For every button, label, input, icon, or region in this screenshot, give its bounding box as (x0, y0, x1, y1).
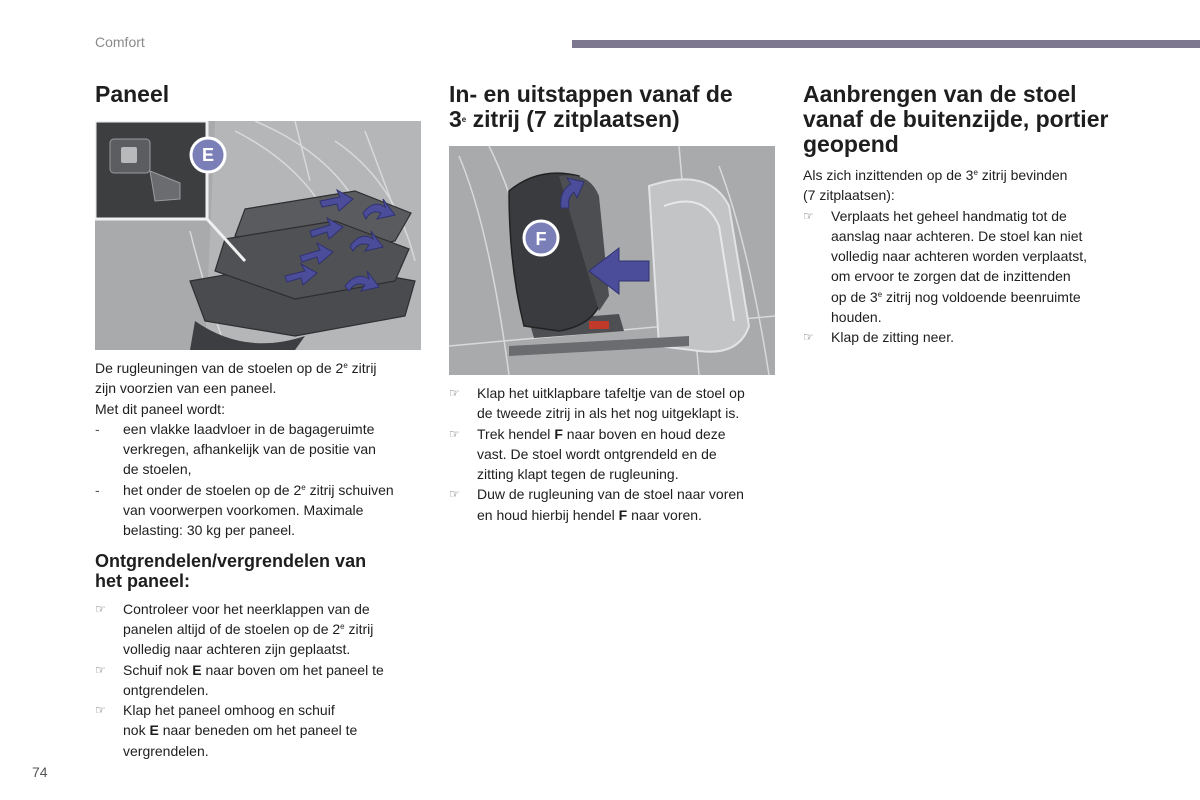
unlock-subtitle: Ontgrendelen/vergrendelen van het paneel: (95, 550, 367, 591)
list-item: ☞ Controleer voor het neerklappen van de panelen altijd of de stoelen op de 2e zitrij volledig naar achteren zijn geplaatst. (95, 600, 374, 658)
install-title: Aanbrengen van de stoel vanaf de buitenzijde, portier geopend (803, 81, 1109, 157)
list-item: ☞ Klap de zitting neer. (803, 327, 1143, 347)
label-f: F (535, 229, 547, 249)
section-label: Comfort (95, 34, 145, 50)
pointing-hand-icon: ☞ (95, 662, 106, 677)
pointing-hand-icon: ☞ (449, 487, 460, 502)
list-item: ☞ Klap het uitklapbare tafeltje van de stoel op de tweede zitrij in als het nog uitgeklapt is. (449, 385, 745, 422)
pointing-hand-icon: ☞ (803, 208, 814, 223)
list-item: ☞ Trek hendel F naar boven en houd deze vast. De stoel wordt ontgrendeld en de zitting klapt tegen de rugleuning. (449, 425, 726, 483)
install-steps (803, 206, 1143, 348)
seat-panel-drawing (95, 121, 421, 350)
exit-title: In- en uitstappen vanaf de 3e zitrij (7 zitplaatsen) (449, 81, 733, 132)
header-accent-bar (572, 40, 1200, 48)
list-item: ☞ Klap het paneel omhoog en schuif nok E naar beneden om het paneel te vergrendelen. (95, 702, 358, 759)
pointing-hand-icon: ☞ (95, 601, 106, 616)
panel-illustration (95, 121, 421, 350)
pointing-hand-icon: ☞ (449, 386, 460, 400)
unlock-steps (95, 599, 425, 761)
page-number: 74 (32, 764, 48, 780)
list-item: ☞ Schuif nok E naar boven om het paneel te ontgrendelen. (95, 661, 384, 698)
column-panel (95, 82, 425, 761)
install-intro (803, 165, 1143, 206)
text-line: (7 zitplaatsen): (803, 187, 895, 204)
label-e: E (201, 145, 215, 165)
column-install-seat (803, 82, 1143, 348)
text-line: Als zich inzittenden op de 3e zitrij bevinden (803, 167, 1068, 183)
panel-dash-list (95, 419, 425, 541)
pointing-hand-icon: ☞ (803, 330, 814, 345)
text-line: Met dit paneel wordt: (95, 400, 225, 417)
exit-steps (449, 383, 779, 525)
list-item: ☞ Duw de rugleuning van de stoel naar voren en houd hierbij hendel F naar voren. (449, 486, 744, 523)
pointing-hand-icon: ☞ (449, 426, 460, 441)
list-item: ☞ Verplaats het geheel handmatig tot de aanslag naar achteren. De stoel kan niet volledig naar achteren worden verplaatst, om ervoor te zorgen dat de inzittenden op de 3e zitrij nog voldoende beenruimte houden. (803, 207, 1088, 326)
column-exit-third-row (449, 82, 779, 525)
text-line: zijn voorzien van een paneel. (95, 380, 277, 397)
text-line: De rugleuningen van de stoelen op de 2e zitrij (95, 360, 377, 376)
list-item: - een vlakke laadvloer in de bagageruimte verkregen, afhankelijk van de positie van de stoelen, (95, 420, 376, 478)
list-item: - het onder de stoelen op de 2e zitrij schuiven van voorwerpen voorkomen. Maximale belasting: 30 kg per paneel. (95, 481, 394, 539)
panel-title: Paneel (95, 81, 170, 107)
pointing-hand-icon: ☞ (95, 703, 106, 718)
panel-intro (95, 358, 425, 419)
seat-tilt-illustration (449, 146, 775, 375)
seat-tilt-drawing (449, 146, 775, 375)
